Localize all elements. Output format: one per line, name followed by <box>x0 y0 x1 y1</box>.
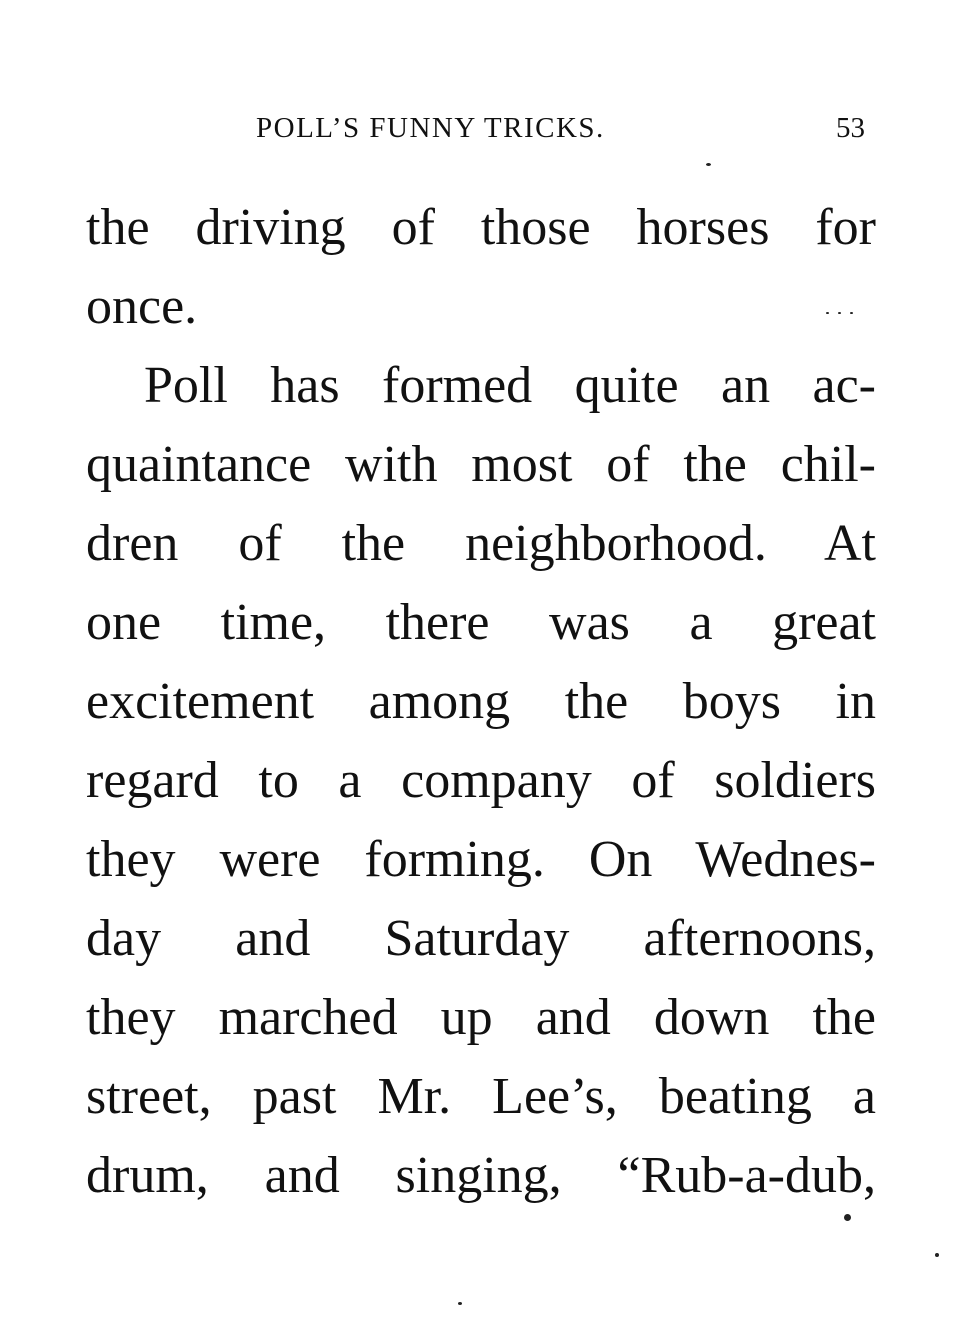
scan-speck <box>458 1302 462 1305</box>
text-line: drum, and singing, “Rub-a-dub, <box>86 1147 876 1204</box>
scan-speck <box>850 312 853 314</box>
text-line: once. <box>86 278 198 335</box>
text-line: they were forming. On Wednes- <box>86 831 876 888</box>
scan-speck <box>838 312 841 314</box>
scan-speck <box>844 1214 851 1221</box>
text-line: regard to a company of soldiers <box>86 752 876 809</box>
scan-speck <box>935 1253 939 1257</box>
text-line: one time, there was a great <box>86 594 876 651</box>
scan-speck <box>826 312 829 314</box>
text-line: the driving of those horses for <box>86 199 876 256</box>
text-line: excitement among the boys in <box>86 673 876 730</box>
text-line: street, past Mr. Lee’s, beating a <box>86 1068 876 1125</box>
text-line: day and Saturday afternoons, <box>86 910 876 967</box>
text-line: Poll has formed quite an ac- <box>144 357 876 414</box>
page-number: 53 <box>836 112 865 144</box>
text-line: they marched up and down the <box>86 989 876 1046</box>
text-line: quaintance with most of the chil- <box>86 436 876 493</box>
scan-speck <box>706 163 711 166</box>
body-text <box>86 188 876 1215</box>
text-line: dren of the neighborhood. At <box>86 515 876 572</box>
running-head: POLL’S FUNNY TRICKS. <box>256 112 605 144</box>
